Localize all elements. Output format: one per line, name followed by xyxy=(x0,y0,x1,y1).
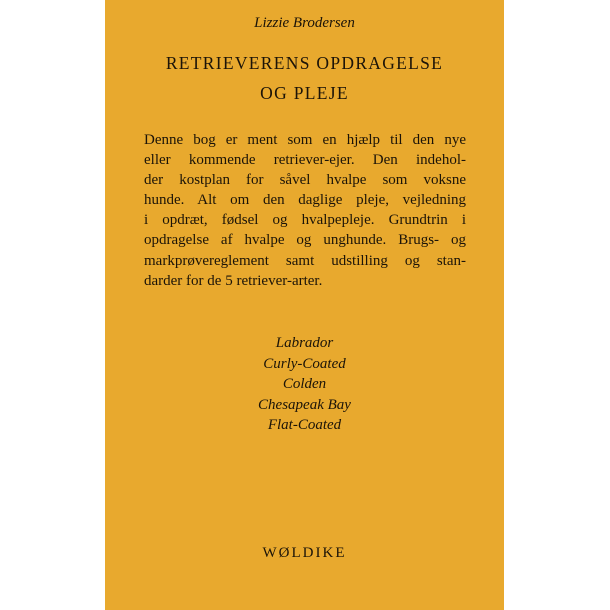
publisher-name: WØLDIKE xyxy=(262,545,347,561)
description-line: Denne bog er ment som en hjælp til den nye xyxy=(144,132,466,148)
description-line: hunde. Alt om den daglige pleje, vejledning xyxy=(144,192,466,209)
description-line: markprøvereglement samt udstilling og stan- xyxy=(144,252,466,269)
title-line-1: RETRIEVERENS OPDRAGELSE xyxy=(165,53,444,73)
book-title xyxy=(105,48,504,108)
breed-item: Chesapeak Bay xyxy=(258,396,351,413)
description-line: darder for de 5 retriever-arter. xyxy=(144,272,323,289)
title-line-2: OG PLEJE xyxy=(260,83,349,103)
breed-item: Labrador xyxy=(275,335,334,351)
book-back-cover xyxy=(105,0,504,610)
breed-item: Flat-Coated xyxy=(267,417,342,434)
description-line: der kostplan for såvel hvalpe som voksne xyxy=(144,172,466,189)
breed-item: Curly-Coated xyxy=(263,355,346,372)
description-line: eller kommende retriever-ejer. Den indehol- xyxy=(144,152,466,169)
description-line: opdragelse af hvalpe og unghunde. Brugs- og xyxy=(144,232,466,249)
description-line: i opdræt, fødsel og hvalpepleje. Grundtrin i xyxy=(144,212,466,229)
description-paragraph xyxy=(144,130,466,291)
breed-item: Colden xyxy=(282,376,327,393)
author-name: Lizzie Brodersen xyxy=(254,15,355,31)
breed-list xyxy=(105,333,504,436)
